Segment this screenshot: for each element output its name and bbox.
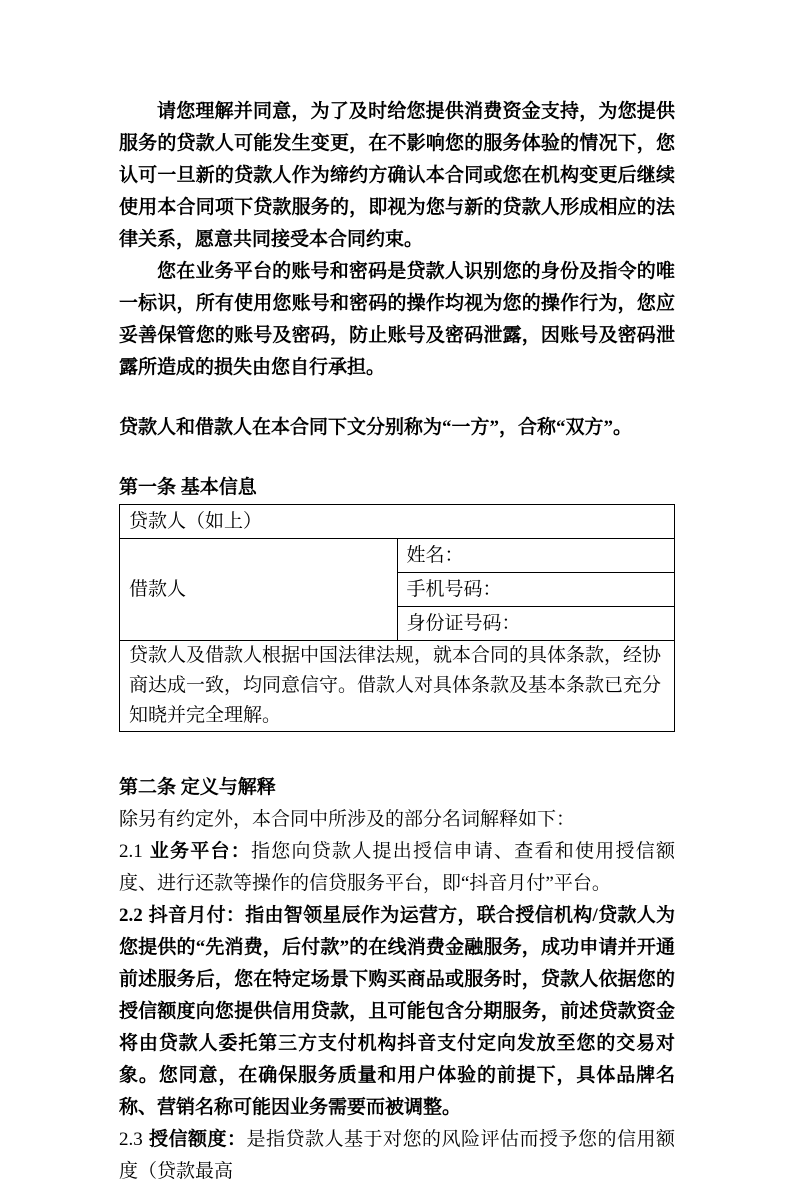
definition-text: 指您向贷款人提出授信申请、查看和使用授信额度、进行还款等操作的信贷服务平台，即“抖音月付”平台。: [119, 841, 675, 894]
agreement-statement-cell: 贷款人及借款人根据中国法律法规，就本合同的具体条款，经协商达成一致，均同意信守。借款人对具体条款及基本条款已充分知晓并完全理解。: [120, 641, 675, 732]
definition-item-2-2: [119, 900, 675, 1124]
intro-paragraph-lender-change: 请您理解并同意，为了及时给您提供消费资金支持，为您提供服务的贷款人可能发生变更，在不影响您的服务体验的情况下，您认可一旦新的贷款人作为缔约方确认本合同或您在机构变更后继续使用本合同项下贷款服务的，即视为您与新的贷款人形成相应的法律关系，愿意共同接受本合同约束。: [119, 101, 675, 250]
section1-heading: 第一条 基本信息: [119, 477, 257, 498]
section2-intro-line: 除另有约定外，本合同中所涉及的部分名词解释如下：: [119, 809, 576, 830]
definition-text: 是指贷款人基于对您的风险评估而授予您的信用额度（贷款最高: [119, 1129, 675, 1182]
definition-term: 抖音月付：: [148, 905, 246, 926]
definition-number: 2.3: [119, 1129, 143, 1150]
phone-field-cell: 手机号码：: [397, 573, 675, 607]
borrower-label-cell: 借款人: [120, 539, 398, 641]
table-row-name: [120, 539, 675, 573]
page-content: [119, 96, 675, 1188]
definition-text: 指由智领星辰作为运营方，联合授信机构/贷款人为您提供的“先消费，后付款”的在线消费金融服务，成功申请并开通前述服务后，您在特定场景下购买商品或服务时，贷款人依据您的授信额度向您提供信用贷款，且可能包含分期服务，前述贷款资金将由贷款人委托第三方支付机构抖音支付定向发放至您的交易对象。您同意，在确保服务质量和用户体验的前提下，具体品牌名称、营销名称可能因业务需要而被调整。: [119, 905, 675, 1118]
definition-item-2-1: [119, 836, 675, 900]
basic-info-table: [119, 504, 675, 732]
id-number-field-cell: 身份证号码：: [397, 607, 675, 641]
section2-heading: 第二条 定义与解释: [119, 777, 276, 798]
definition-number: 2.2: [119, 905, 143, 926]
definition-term: 业务平台：: [148, 841, 251, 862]
parties-definition-line: 贷款人和借款人在本合同下文分别称为“一方”，合称“双方”。: [119, 417, 633, 438]
definition-number: 2.1: [119, 841, 143, 862]
lender-cell: 贷款人（如上）: [120, 505, 675, 539]
table-row-lender: [120, 505, 675, 539]
definition-term: 授信额度：: [148, 1129, 247, 1150]
definition-item-2-3: [119, 1124, 675, 1188]
table-row-agreement: [120, 641, 675, 732]
intro-paragraph-account-password: 您在业务平台的账号和密码是贷款人识别您的身份及指令的唯一标识，所有使用您账号和密码的操作均视为您的操作行为，您应妥善保管您的账号及密码，防止账号及密码泄露，因账号及密码泄露所造成的损失由您自行承担。: [119, 261, 675, 378]
name-field-cell: 姓名：: [397, 539, 675, 573]
